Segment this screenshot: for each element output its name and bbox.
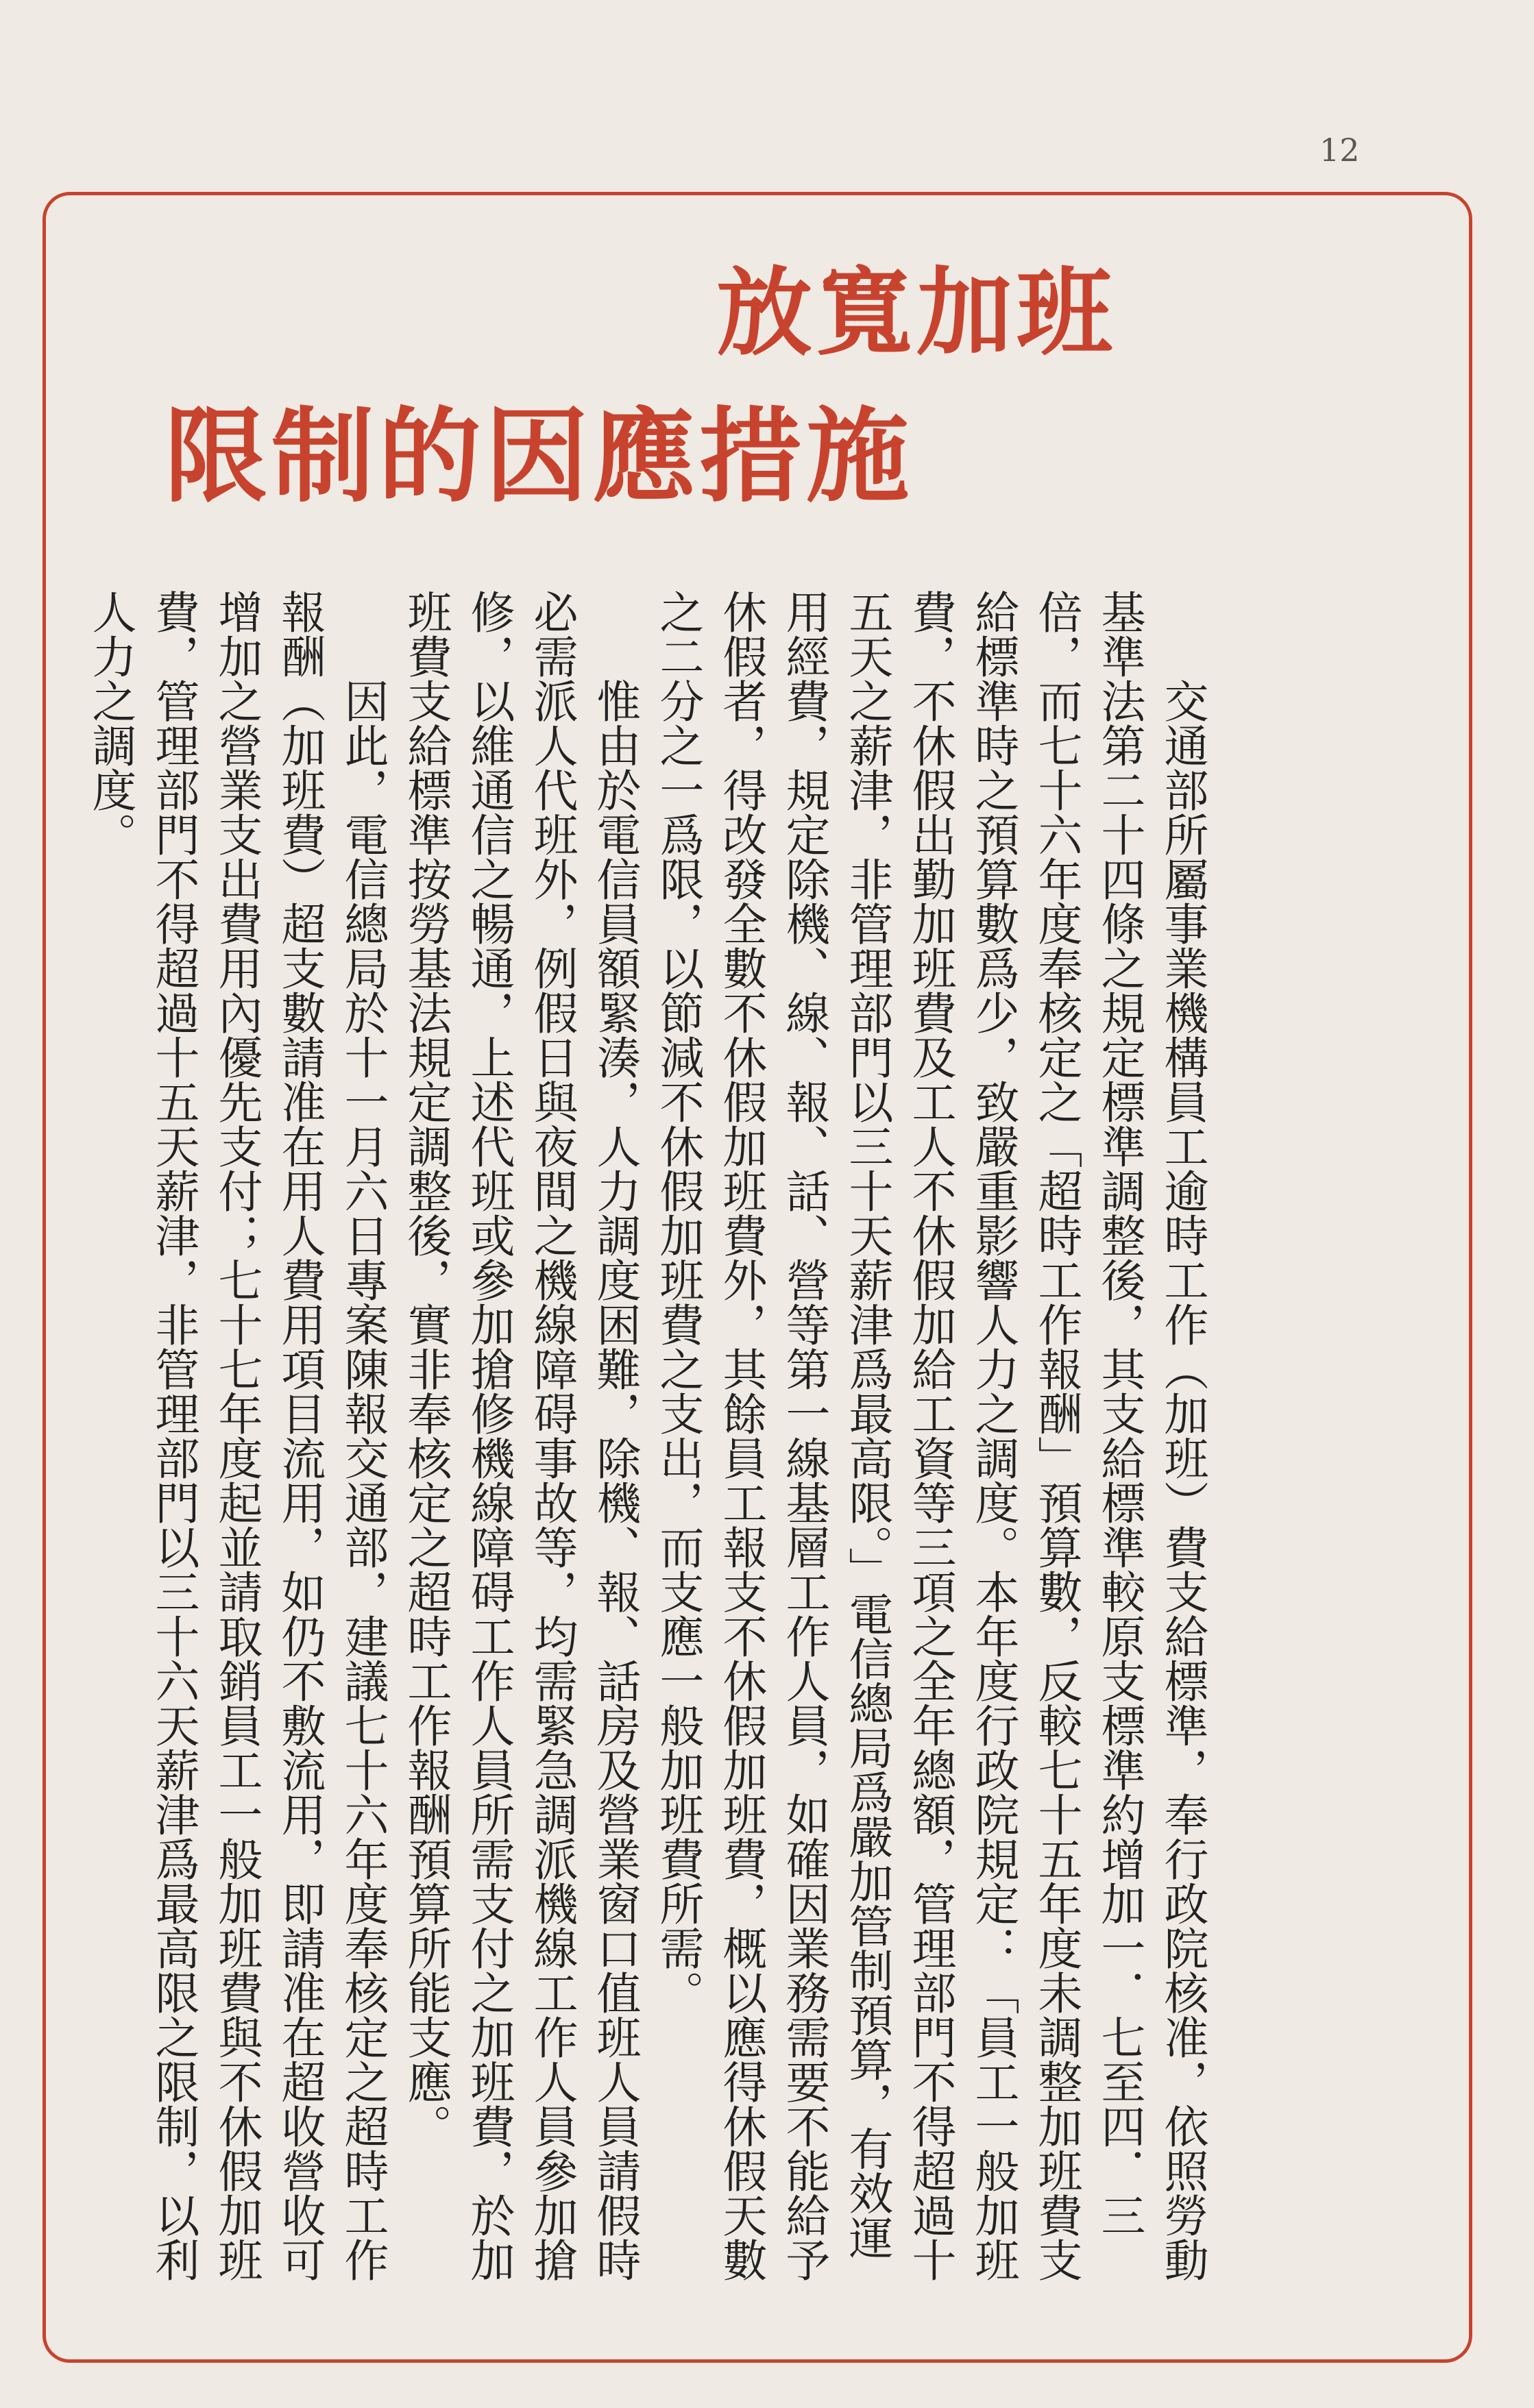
paragraph-3: 因此，電信總局於十一月六日專案陳報交通部，建議七十六年度奉核定之超時工作報酬（加班費）超支數請准在用人費用項目流用，如仍不敷流用，即請准在超收營收可增加之營業支出費用內優先支付；七十七年度起並請取銷員工一般加班費與不休假加班費，管理部門不得超過十五天薪津，非管理部門以三十六天薪津爲最高限之限制，以利人力之調度。 (84, 589, 388, 2282)
paragraph-1: 交通部所屬事業機構員工逾時工作（加班）費支給標準，奉行政院核准，依照勞動基準法第二十四條之規定標準調整後，其支給標準較原支標準約增加一．七至四．三倍，而七十六年度奉核定之「超時工作報酬」預算數，反較七十五年度未調整加班費支給標準時之預算數爲少，致嚴重影響人力之調度。本年度行政院規定：「員工一般加班費，不休假出勤加班費及工人不休假加給工資等三項之全年總額，管理部門不得超過十五天之薪津，非管理部門以三十天薪津爲最高限。」電信總局爲嚴加管制預算，有效運用經費，規定除機、線、報、話、營等第一線基層工作人員，如確因業務需要不能給予休假者，得改發全數不休假加班費外，其餘員工報支不休假加班費，概以應得休假天數之二分之一爲限，以節減不休假加班費之支出，而支應一般加班費所需。 (652, 589, 1208, 2282)
paragraph-2: 惟由於電信員額緊湊，人力調度困難，除機、報、話房及營業窗口值班人員請假時必需派人代班外，例假日與夜間之機線障碍事故等，均需緊急調派機線工作人員參加搶修，以維通信之暢通，上述代班或參加搶修機線障碍工作人員所需支付之加班費，於加班費支給標準按勞基法規定調整後，實非奉核定之超時工作報酬預算所能支應。 (400, 589, 640, 2282)
page-number: 12 (1319, 132, 1360, 169)
headline-line-1: 放寬加班 (716, 258, 1117, 369)
headline-line-2: 限制的因應措施 (165, 397, 914, 517)
article-body (84, 589, 1213, 2282)
